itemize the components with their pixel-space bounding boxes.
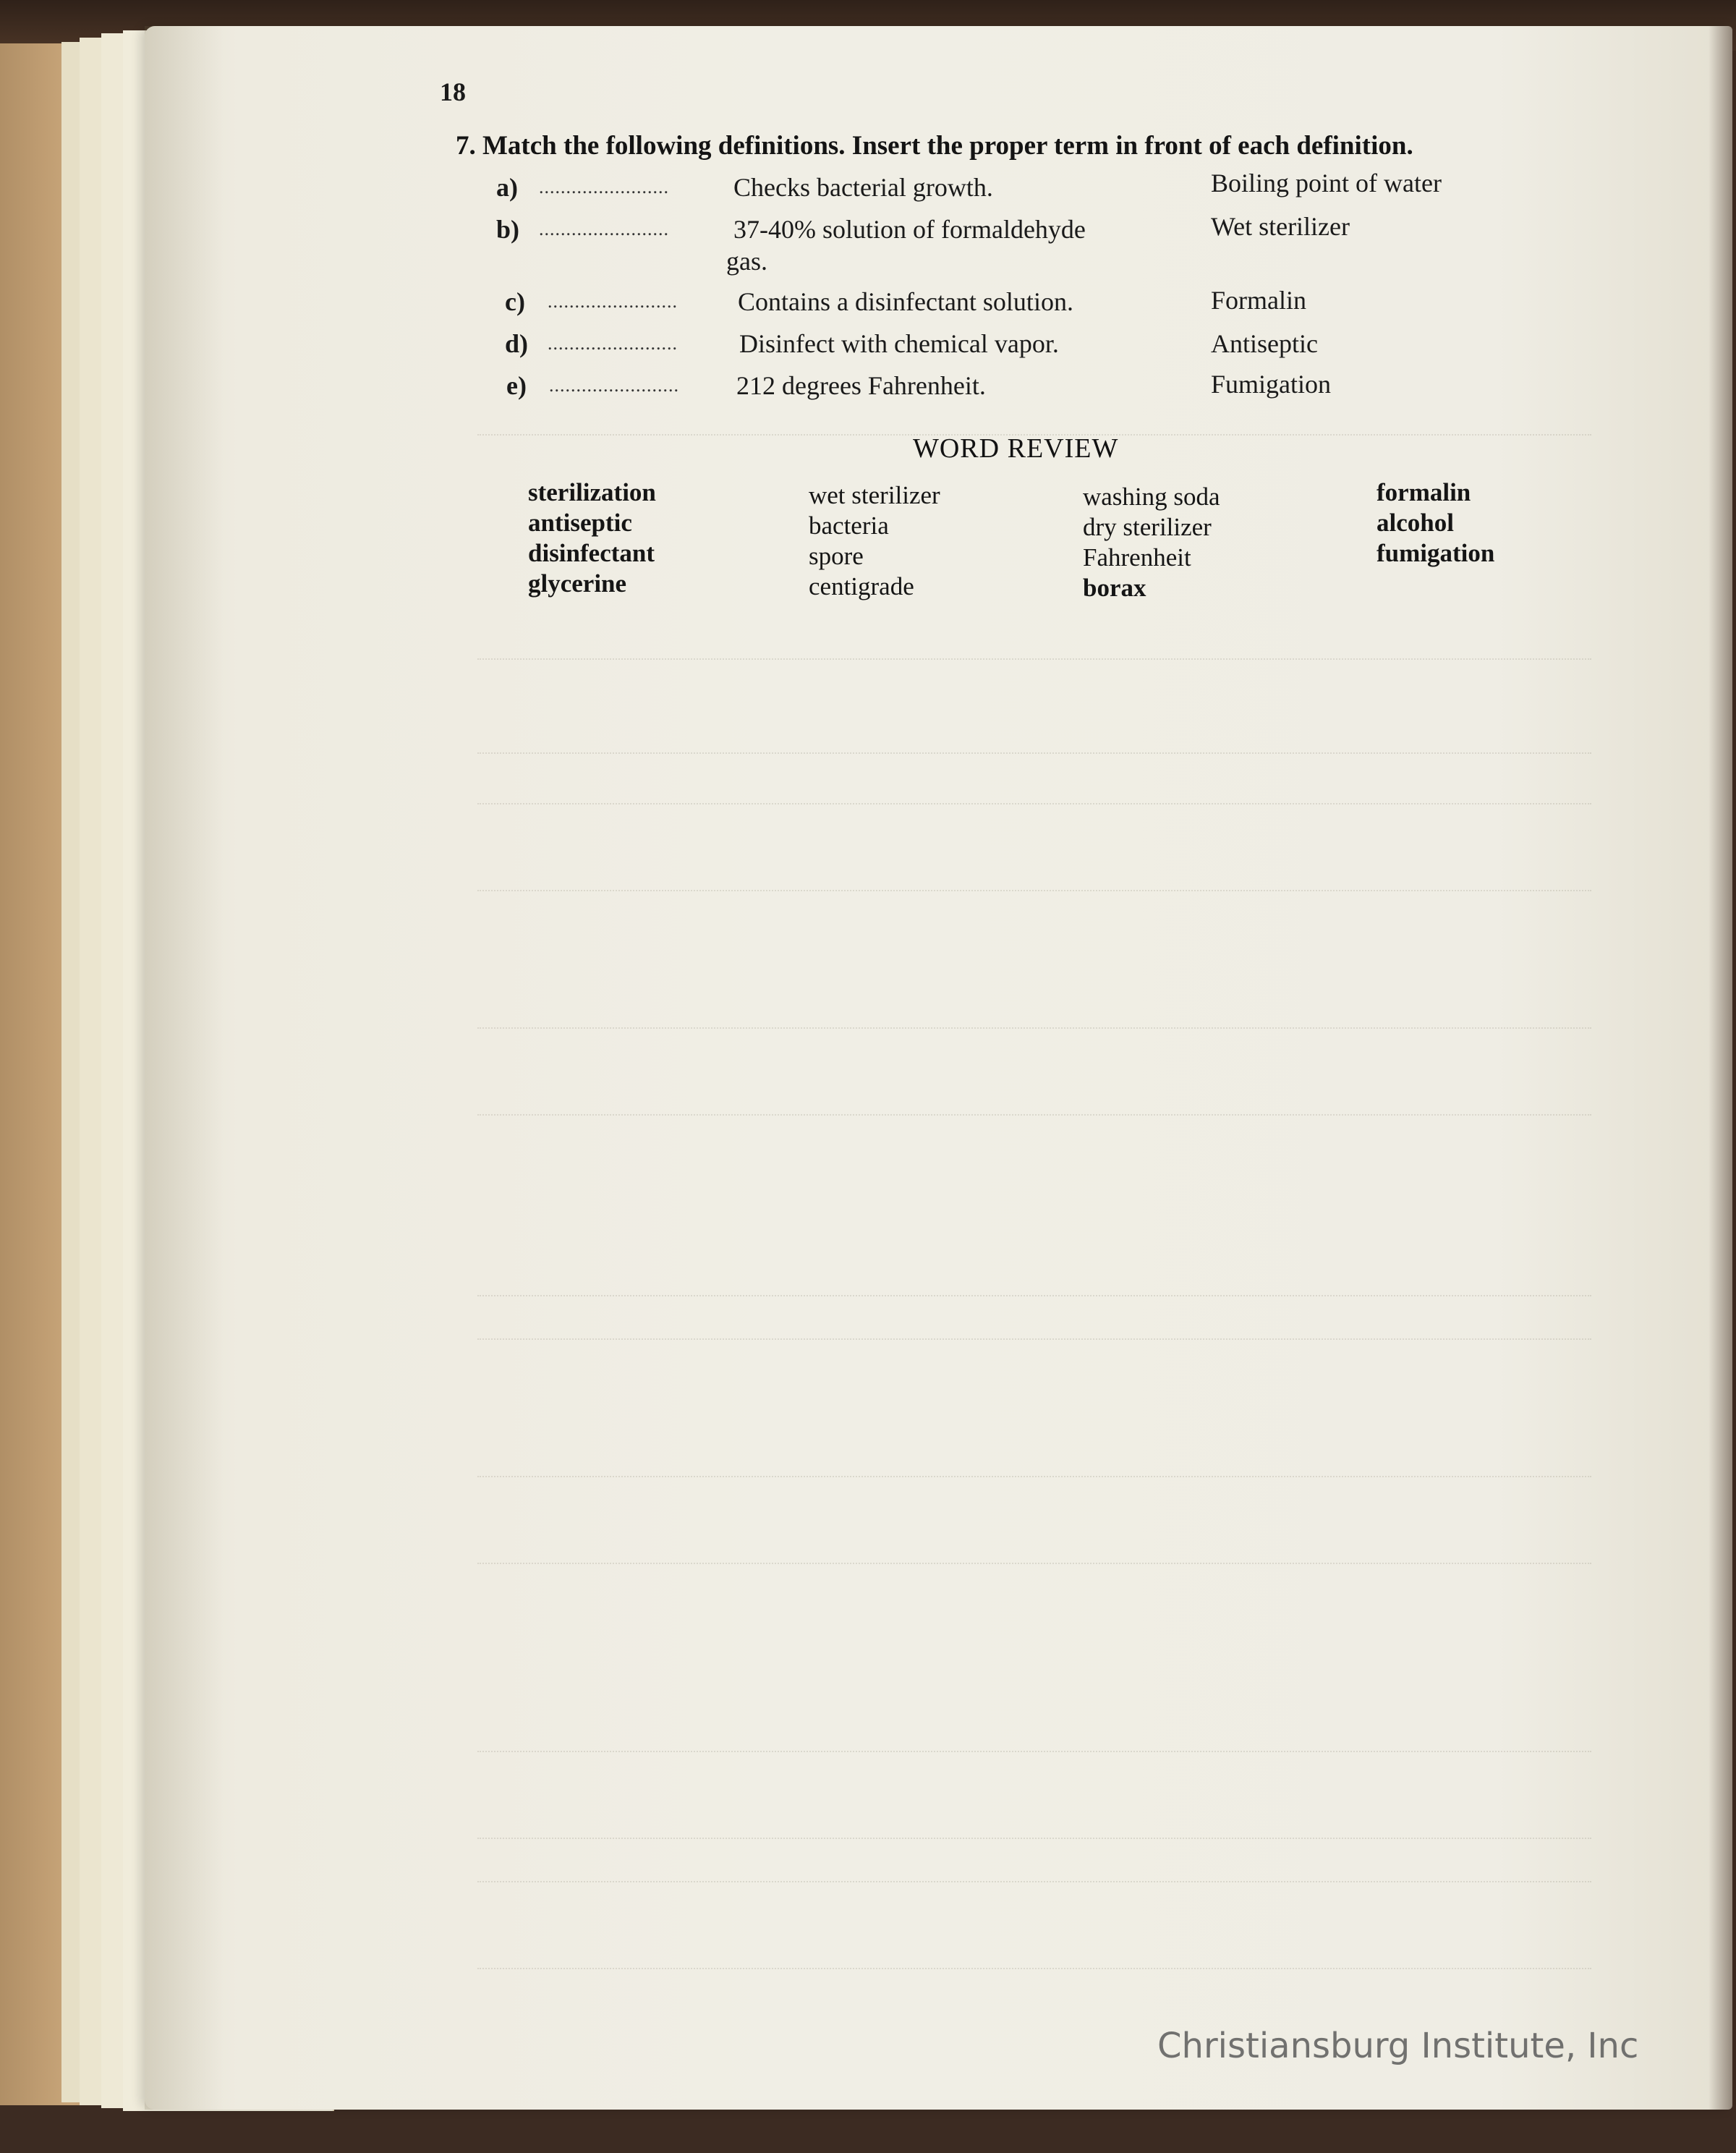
word-review-column-1 [528, 477, 656, 599]
bleed-through-line [477, 890, 1591, 891]
review-word: fumigation [1377, 539, 1495, 567]
bleed-through-line [477, 1476, 1591, 1477]
review-word: spore [809, 542, 864, 570]
term-text: Formalin [1211, 286, 1306, 315]
answer-blank: ........................ [539, 218, 669, 239]
term-text: Fumigation [1211, 370, 1332, 399]
watermark: Christiansburg Institute, Inc [1157, 2026, 1639, 2066]
bleed-through-line [477, 1838, 1591, 1839]
term-text: Wet sterilizer [1211, 212, 1350, 241]
review-word: disinfectant [528, 539, 655, 567]
review-word: Fahrenheit [1083, 543, 1191, 572]
word-review-title: WORD REVIEW [913, 433, 1119, 464]
review-word: washing soda [1083, 483, 1220, 511]
review-word: formalin [1377, 478, 1471, 506]
review-word: dry sterilizer [1083, 513, 1212, 541]
answer-blank: ........................ [539, 177, 669, 198]
item-label: a) [496, 173, 518, 202]
bleed-through-line [477, 803, 1591, 804]
word-review-column-3 [1083, 482, 1220, 603]
review-word: sterilization [528, 478, 656, 506]
word-review-column-4 [1377, 477, 1494, 569]
bleed-through-line [477, 1968, 1591, 1969]
bleed-through-line [477, 752, 1591, 754]
cover-bottom [0, 2105, 1736, 2153]
review-word: borax [1083, 574, 1146, 602]
bleed-through-line [477, 1295, 1591, 1296]
definition-text: Contains a disinfectant solution. [738, 287, 1073, 316]
review-word: wet sterilizer [809, 481, 940, 509]
review-word: antiseptic [528, 509, 632, 537]
answer-blank: ........................ [548, 333, 678, 354]
word-review-column-2 [809, 480, 940, 602]
gutter-shadow [1709, 26, 1736, 2110]
bleed-through-line [477, 1114, 1591, 1116]
definition-text: Disinfect with chemical vapor. [739, 329, 1059, 358]
question-prompt: 7. Match the following definitions. Insert the proper term in front of each definition. [456, 131, 1413, 161]
item-label: b) [496, 215, 520, 244]
bleed-through-line [477, 658, 1591, 660]
answer-blank: ........................ [549, 375, 679, 396]
term-text: Boiling point of water [1211, 169, 1442, 198]
definition-text: Checks bacterial growth. [733, 173, 993, 202]
review-word: bacteria [809, 511, 889, 540]
definition-continuation: gas. [726, 247, 767, 276]
term-text: Antiseptic [1211, 329, 1318, 358]
bleed-through-line [477, 1338, 1591, 1340]
review-word: centigrade [809, 572, 914, 600]
bleed-through-line [477, 1751, 1591, 1752]
spine-shadow [145, 26, 224, 2110]
definition-text: 37-40% solution of formaldehyde [733, 215, 1086, 244]
review-word: glycerine [528, 569, 627, 598]
bleed-through-line [477, 1027, 1591, 1029]
bleed-through-line [477, 1881, 1591, 1882]
bleed-through-line [477, 1563, 1591, 1564]
item-label: e) [506, 371, 527, 400]
page-number: 18 [440, 77, 466, 106]
definition-text: 212 degrees Fahrenheit. [736, 371, 986, 400]
review-word: alcohol [1377, 509, 1454, 537]
item-label: d) [505, 329, 529, 358]
item-label: c) [505, 287, 525, 316]
answer-blank: ........................ [548, 291, 678, 312]
